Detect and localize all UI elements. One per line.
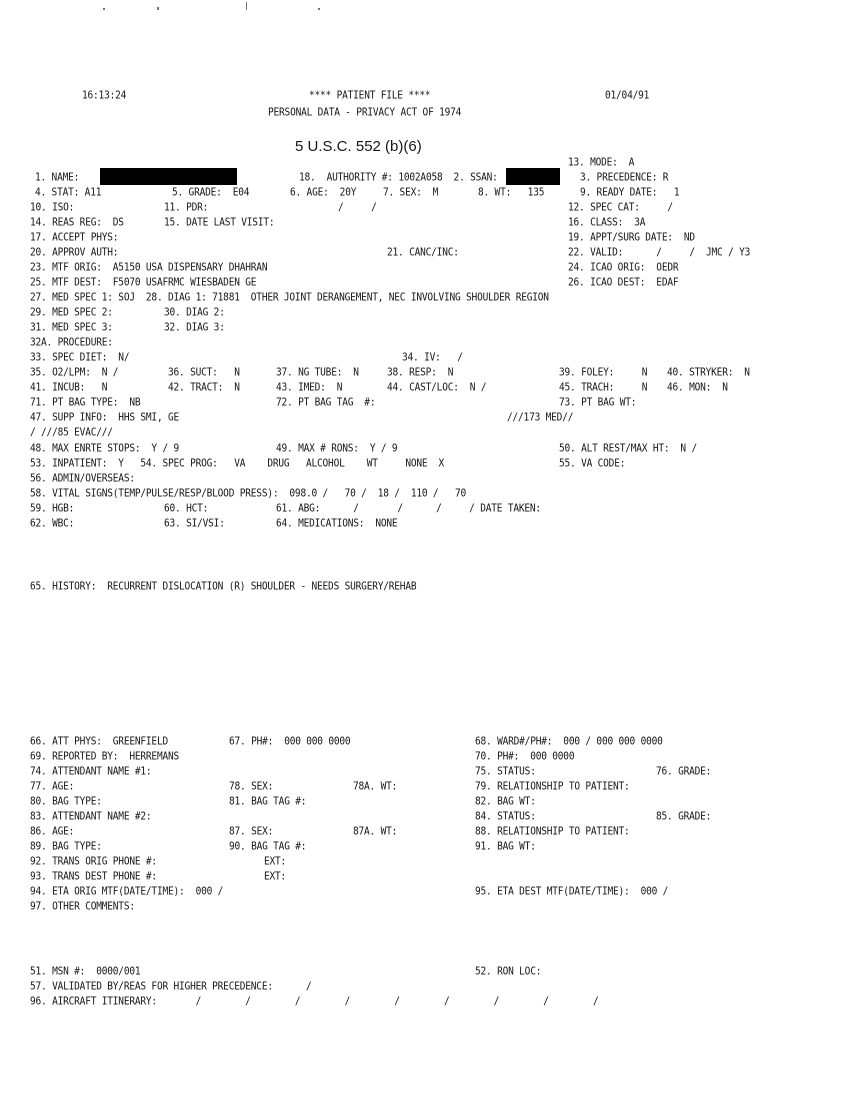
- field-attendant-2-relationship: 88. RELATIONSHIP TO PATIENT:: [475, 826, 630, 838]
- field-stryker: 40. STRYKER: N: [667, 367, 750, 379]
- scan-speck: [157, 7, 159, 10]
- field-trans-orig-phone: 92. TRANS ORIG PHONE #:: [30, 856, 157, 868]
- field-spec-cat: 12. SPEC CAT: /: [568, 202, 673, 214]
- field-med-spec-3: 31. MED SPEC 3:: [30, 322, 113, 334]
- field-max-rons: 49. MAX # RONS: Y / 9: [276, 443, 398, 455]
- field-hct: 60. HCT:: [164, 503, 209, 515]
- report-time: 16:13:24: [82, 90, 127, 102]
- field-mtf-dest: 25. MTF DEST: F5070 USAFRMC WIESBADEN GE: [30, 277, 257, 289]
- field-other-comments: 97. OTHER COMMENTS:: [30, 901, 135, 913]
- field-history: 65. HISTORY: RECURRENT DISLOCATION (R) SHOULDER - NEEDS SURGERY/REHAB: [30, 581, 417, 593]
- report-title: **** PATIENT FILE ****: [309, 90, 431, 102]
- field-trach: 45. TRACH: N: [559, 382, 648, 394]
- field-iso: 10. ISO:: [30, 202, 75, 214]
- field-reported-by-ph: 70. PH#: 000 0000: [475, 751, 575, 763]
- privacy-exemption-code: 5 U.S.C. 552 (b)(6): [295, 138, 422, 155]
- field-procedure: 32A. PROCEDURE:: [30, 337, 113, 349]
- field-inpatient-spec-prog: 53. INPATIENT: Y 54. SPEC PROG: VA DRUG ALCOHOL WT NONE X: [30, 458, 444, 470]
- field-ward-ph: 68. WARD#/PH#: 000 / 000 000 0000: [475, 736, 663, 748]
- field-hgb: 59. HGB:: [30, 503, 75, 515]
- field-medications: 64. MEDICATIONS: NONE: [276, 518, 398, 530]
- field-attendant-2-age: 86. AGE:: [30, 826, 75, 838]
- field-attendant-2-grade: 85. GRADE:: [656, 811, 712, 823]
- field-icao-orig: 24. ICAO ORIG: OEDR: [568, 262, 679, 274]
- field-attendant-1-bag-type: 80. BAG TYPE:: [30, 796, 102, 808]
- field-date-last-visit: 15. DATE LAST VISIT:: [164, 217, 275, 229]
- report-subtitle: PERSONAL DATA - PRIVACY ACT OF 1974: [268, 107, 462, 119]
- field-trans-dest-ext: EXT:: [264, 871, 287, 883]
- field-appt-surg-date: 19. APPT/SURG DATE: ND: [568, 232, 695, 244]
- field-iv: 34. IV: /: [402, 352, 463, 364]
- field-foley: 39. FOLEY: N: [559, 367, 648, 379]
- field-abg: 61. ABG: / / / / DATE TAKEN:: [276, 503, 541, 515]
- field-attendant-1-sex: 78. SEX:: [229, 781, 274, 793]
- field-imed: 43. IMED: N: [276, 382, 343, 394]
- scan-speck: [246, 2, 247, 10]
- field-admin-overseas: 56. ADMIN/OVERSEAS:: [30, 473, 135, 485]
- field-aircraft-itinerary: 96. AIRCRAFT ITINERARY: / / / / / / / / /: [30, 996, 599, 1008]
- field-att-phys: 66. ATT PHYS: GREENFIELD: [30, 736, 168, 748]
- field-med-spec-1-diag-1: 27. MED SPEC 1: SOJ 28. DIAG 1: 71881 OTHER JOINT DERANGEMENT, NEC INVOLVING SHOULDER REGION: [30, 292, 549, 304]
- field-attendant-1-name: 74. ATTENDANT NAME #1:: [30, 766, 152, 778]
- field-age: 6. AGE: 20Y: [290, 187, 357, 199]
- field-attendant-1-wt: 78A. WT:: [353, 781, 398, 793]
- field-attendant-2-bag-tag: 90. BAG TAG #:: [229, 841, 307, 853]
- field-max-enrte-stops: 48. MAX ENRTE STOPS: Y / 9: [30, 443, 180, 455]
- field-grade: 5. GRADE: E04: [172, 187, 250, 199]
- field-eta-dest-mtf: 95. ETA DEST MTF(DATE/TIME): 000 /: [475, 886, 669, 898]
- field-validated-by: 57. VALIDATED BY/REAS FOR HIGHER PRECEDENCE: /: [30, 981, 312, 993]
- field-pt-bag-wt: 73. PT BAG WT:: [559, 397, 637, 409]
- field-cast-loc: 44. CAST/LOC: N /: [387, 382, 487, 394]
- field-canc-inc: 21. CANC/INC:: [387, 247, 459, 259]
- field-spec-diet: 33. SPEC DIET: N/: [30, 352, 130, 364]
- field-pt-bag-tag: 72. PT BAG TAG #:: [276, 397, 376, 409]
- field-supp-info-med: ///173 MED//: [507, 412, 574, 424]
- field-mtf-orig: 23. MTF ORIG: A5150 USA DISPENSARY DHAHRAN: [30, 262, 268, 274]
- field-vital-signs: 58. VITAL SIGNS(TEMP/PULSE/RESP/BLOOD PRESS): 098.0 / 70 / 18 / 110 / 70: [30, 488, 467, 500]
- field-incub: 41. INCUB: N: [30, 382, 108, 394]
- field-stat: 4. STAT: A11: [35, 187, 102, 199]
- field-attendant-2-bag-type: 89. BAG TYPE:: [30, 841, 102, 853]
- field-attendant-1-relationship: 79. RELATIONSHIP TO PATIENT:: [475, 781, 630, 793]
- field-class: 16. CLASS: 3A: [568, 217, 646, 229]
- field-ready-date: 9. READY DATE: 1: [580, 187, 680, 199]
- field-ron-loc: 52. RON LOC:: [475, 966, 542, 978]
- field-wbc: 62. WBC:: [30, 518, 75, 530]
- field-attendant-1-status: 75. STATUS:: [475, 766, 536, 778]
- field-attendant-1-age: 77. AGE:: [30, 781, 75, 793]
- field-trans-dest-phone: 93. TRANS DEST PHONE #:: [30, 871, 157, 883]
- field-pdr-date: / /: [338, 202, 377, 214]
- field-attendant-2-status: 84. STATUS:: [475, 811, 536, 823]
- field-supp-info: 47. SUPP INFO: HHS SMI, GE: [30, 412, 180, 424]
- field-sex: 7. SEX: M: [383, 187, 439, 199]
- field-approv-auth: 20. APPROV AUTH:: [30, 247, 119, 259]
- field-pt-bag-type: 71. PT BAG TYPE: NB: [30, 397, 141, 409]
- field-name: 1. NAME:: [35, 172, 80, 184]
- field-attendant-2-name: 83. ATTENDANT NAME #2:: [30, 811, 152, 823]
- field-authority-ssan: 18. AUTHORITY #: 1002A058 2. SSAN:: [299, 172, 498, 184]
- field-resp: 38. RESP: N: [387, 367, 454, 379]
- field-valid: 22. VALID: / / JMC / Y3: [568, 247, 751, 259]
- field-va-code: 55. VA CODE:: [559, 458, 626, 470]
- field-icao-dest: 26. ICAO DEST: EDAF: [568, 277, 679, 289]
- field-supp-info-evac: / ///85 EVAC///: [30, 427, 113, 439]
- field-tract: 42. TRACT: N: [168, 382, 240, 394]
- field-mode: 13. MODE: A: [568, 157, 635, 169]
- field-pdr: 11. PDR:: [164, 202, 209, 214]
- field-attendant-1-bag-tag: 81. BAG TAG #:: [229, 796, 307, 808]
- field-precedence: 3. PRECEDENCE: R: [580, 172, 669, 184]
- field-diag-3: 32. DIAG 3:: [164, 322, 225, 334]
- field-wt: 8. WT: 135: [478, 187, 545, 199]
- field-med-spec-2: 29. MED SPEC 2:: [30, 307, 113, 319]
- field-suct: 36. SUCT: N: [168, 367, 240, 379]
- field-ng-tube: 37. NG TUBE: N: [276, 367, 359, 379]
- redacted-name: [100, 168, 237, 185]
- field-att-phys-ph: 67. PH#: 000 000 0000: [229, 736, 351, 748]
- field-alt-rest-max-ht: 50. ALT REST/MAX HT: N /: [559, 443, 697, 455]
- field-reas-reg: 14. REAS REG: DS: [30, 217, 124, 229]
- field-si-vsi: 63. SI/VSI:: [164, 518, 225, 530]
- scan-speck: [318, 8, 320, 10]
- field-attendant-2-sex: 87. SEX:: [229, 826, 274, 838]
- field-attendant-2-bag-wt: 91. BAG WT:: [475, 841, 536, 853]
- field-o2-lpm: 35. O2/LPM: N /: [30, 367, 119, 379]
- field-eta-orig-mtf: 94. ETA ORIG MTF(DATE/TIME): 000 /: [30, 886, 224, 898]
- field-attendant-1-bag-wt: 82. BAG WT:: [475, 796, 536, 808]
- field-diag-2: 30. DIAG 2:: [164, 307, 225, 319]
- field-mon: 46. MON: N: [667, 382, 728, 394]
- report-date: 01/04/91: [605, 90, 650, 102]
- redacted-ssan: [506, 168, 560, 185]
- field-attendant-1-grade: 76. GRADE:: [656, 766, 712, 778]
- field-reported-by: 69. REPORTED BY: HERREMANS: [30, 751, 180, 763]
- scan-speck: [103, 8, 105, 10]
- field-attendant-2-wt: 87A. WT:: [353, 826, 398, 838]
- field-accept-phys: 17. ACCEPT PHYS:: [30, 232, 119, 244]
- field-trans-orig-ext: EXT:: [264, 856, 287, 868]
- field-msn: 51. MSN #: 0000/001: [30, 966, 141, 978]
